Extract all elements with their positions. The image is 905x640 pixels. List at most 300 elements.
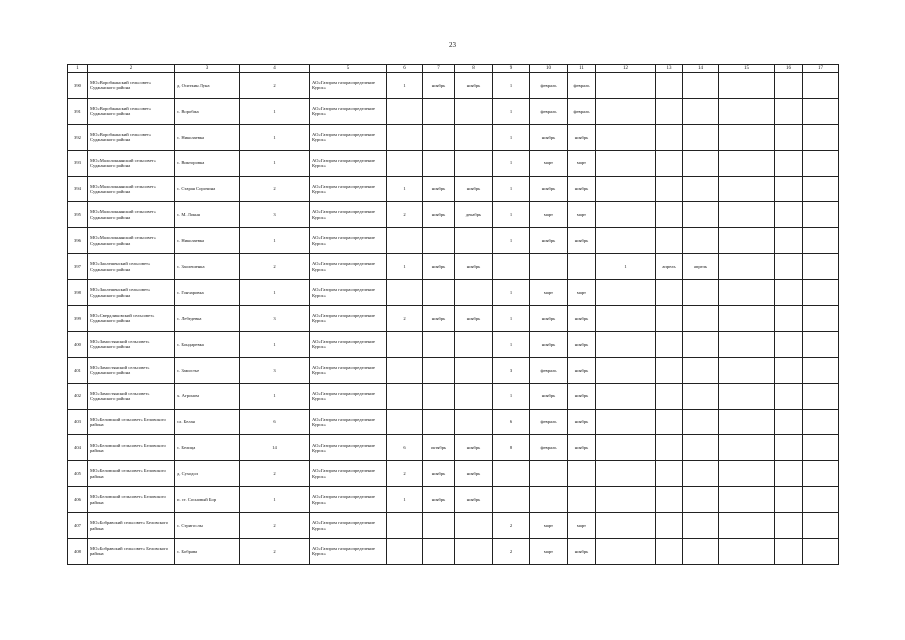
table-cell: [423, 150, 455, 176]
table-cell: МО«Замостянский сельсовет» Суджанского района: [88, 331, 175, 357]
table-cell: [656, 280, 683, 306]
table-cell: 6: [240, 409, 310, 435]
table-cell: [596, 409, 656, 435]
table-cell: [455, 280, 493, 306]
table-cell: 3: [240, 357, 310, 383]
table-cell: [803, 280, 839, 306]
table-cell: ноябрь: [530, 124, 568, 150]
table-cell: [656, 73, 683, 99]
table-cell: 2: [240, 461, 310, 487]
table-cell: [596, 539, 656, 565]
table-cell: [719, 331, 775, 357]
table-cell: АО«Газпром газораспределение Курск»: [310, 124, 387, 150]
table-cell: [719, 513, 775, 539]
table-cell: [656, 124, 683, 150]
table-cell: [596, 176, 656, 202]
table-cell: [656, 383, 683, 409]
table-cell: МО«Бобравский сельсовет» Беловского района: [88, 513, 175, 539]
table-cell: [775, 435, 803, 461]
table-cell: 393: [68, 150, 88, 176]
table-cell: с. Гончаровка: [175, 280, 240, 306]
table-cell: МО«Заолешенский сельсовет» Суджанского района: [88, 254, 175, 280]
table-cell: АО«Газпром газораспределение Курск»: [310, 331, 387, 357]
column-header: 10: [530, 65, 568, 73]
table-cell: 1: [240, 98, 310, 124]
table-cell: [656, 150, 683, 176]
table-cell: ноябрь: [455, 306, 493, 332]
table-cell: 408: [68, 539, 88, 565]
column-header: 8: [455, 65, 493, 73]
table-cell: [683, 306, 719, 332]
table-cell: [683, 150, 719, 176]
table-cell: АО«Газпром газораспределение Курск»: [310, 280, 387, 306]
table-cell: с. Стригослы: [175, 513, 240, 539]
table-cell: [493, 254, 530, 280]
table-cell: март: [568, 202, 596, 228]
table-cell: с. Белица: [175, 435, 240, 461]
table-cell: [803, 487, 839, 513]
table-cell: [387, 228, 423, 254]
table-cell: [530, 461, 568, 487]
table-cell: 398: [68, 280, 88, 306]
table-cell: [803, 150, 839, 176]
table-cell: 2: [240, 73, 310, 99]
table-cell: [803, 513, 839, 539]
table-cell: [775, 306, 803, 332]
table-cell: [775, 539, 803, 565]
table-cell: [719, 73, 775, 99]
table-cell: 1: [387, 73, 423, 99]
table-cell: ноябрь: [423, 461, 455, 487]
table-cell: 402: [68, 383, 88, 409]
table-cell: [683, 176, 719, 202]
table-cell: АО«Газпром газораспределение Курск»: [310, 202, 387, 228]
table-cell: МО«Воробжанский сельсовет» Суджанского района: [88, 124, 175, 150]
table-cell: [387, 357, 423, 383]
table-cell: [423, 357, 455, 383]
table-cell: с. Викторовка: [175, 150, 240, 176]
table-cell: ноябрь: [568, 539, 596, 565]
table-cell: [530, 487, 568, 513]
table-cell: 1: [387, 176, 423, 202]
table-cell: [775, 461, 803, 487]
table-cell: апрель: [656, 254, 683, 280]
table-cell: МО«Свердликовский сельсовет» Суджанского района: [88, 306, 175, 332]
table-cell: 6: [493, 409, 530, 435]
column-header: 2: [88, 65, 175, 73]
table-cell: 2: [387, 306, 423, 332]
table-cell: [683, 383, 719, 409]
table-row: [68, 539, 839, 565]
table-cell: [423, 409, 455, 435]
table-cell: ноябрь: [530, 331, 568, 357]
table-cell: 395: [68, 202, 88, 228]
table-cell: [596, 306, 656, 332]
table-cell: ноябрь: [568, 306, 596, 332]
table-cell: [775, 487, 803, 513]
table-cell: март: [530, 539, 568, 565]
table-cell: [656, 409, 683, 435]
table-cell: [683, 409, 719, 435]
table-cell: ноябрь: [423, 487, 455, 513]
table-cell: февраль: [530, 409, 568, 435]
table-cell: МО«Малолокнянский сельсовет» Суджанского района: [88, 228, 175, 254]
table-cell: 405: [68, 461, 88, 487]
table-cell: ноябрь: [530, 228, 568, 254]
table-cell: ноябрь: [455, 73, 493, 99]
column-header: 17: [803, 65, 839, 73]
table-cell: [775, 409, 803, 435]
table-cell: [803, 357, 839, 383]
table-cell: [387, 280, 423, 306]
table-cell: [683, 487, 719, 513]
table-cell: [775, 331, 803, 357]
table-cell: [719, 357, 775, 383]
table-cell: [596, 435, 656, 461]
table-cell: сл. Белая: [175, 409, 240, 435]
table-cell: 1: [493, 228, 530, 254]
table-cell: АО«Газпром газораспределение Курск»: [310, 513, 387, 539]
table-cell: ноябрь: [423, 306, 455, 332]
table-cell: [455, 228, 493, 254]
table-cell: март: [530, 513, 568, 539]
table-cell: 2: [493, 513, 530, 539]
table-cell: [803, 306, 839, 332]
table-cell: 404: [68, 435, 88, 461]
table-cell: [596, 124, 656, 150]
table-cell: [656, 461, 683, 487]
table-cell: [775, 383, 803, 409]
table-cell: [803, 435, 839, 461]
table-cell: [775, 280, 803, 306]
table-cell: МО«Беловский сельсовет» Беловского района: [88, 435, 175, 461]
table-cell: [719, 539, 775, 565]
table-cell: 3: [493, 357, 530, 383]
header-row: [68, 65, 839, 73]
table-cell: [568, 254, 596, 280]
table-cell: [387, 331, 423, 357]
table-cell: [719, 409, 775, 435]
table-cell: с. Николаевка: [175, 228, 240, 254]
table-cell: [719, 435, 775, 461]
table-cell: февраль: [530, 98, 568, 124]
table-cell: [423, 280, 455, 306]
table-cell: [683, 280, 719, 306]
table-cell: 2: [240, 254, 310, 280]
table-cell: [596, 202, 656, 228]
table-cell: март: [530, 280, 568, 306]
table-cell: 1: [240, 487, 310, 513]
table-cell: АО«Газпром газораспределение Курск»: [310, 98, 387, 124]
table-cell: [719, 280, 775, 306]
table-cell: АО«Газпром газораспределение Курск»: [310, 73, 387, 99]
table-cell: [455, 539, 493, 565]
table-cell: 394: [68, 176, 88, 202]
table-cell: ноябрь: [568, 383, 596, 409]
table-cell: [596, 513, 656, 539]
table-cell: ноябрь: [568, 124, 596, 150]
table-cell: 1: [493, 98, 530, 124]
table-cell: АО«Газпром газораспределение Курск»: [310, 150, 387, 176]
table-cell: [803, 383, 839, 409]
table-cell: [423, 331, 455, 357]
table-cell: [683, 228, 719, 254]
table-cell: февраль: [568, 98, 596, 124]
column-header: 4: [240, 65, 310, 73]
table-cell: ноябрь: [568, 331, 596, 357]
table-cell: 1: [240, 280, 310, 306]
table-cell: [455, 98, 493, 124]
table-row: [68, 254, 839, 280]
table-cell: [596, 461, 656, 487]
table-cell: 1: [493, 202, 530, 228]
table-cell: ноябрь: [455, 461, 493, 487]
table-cell: [596, 150, 656, 176]
table-cell: [719, 124, 775, 150]
schedule-table: [67, 64, 839, 565]
table-cell: МО«Воробжанский сельсовет» Суджанского района: [88, 73, 175, 99]
table-cell: ноябрь: [530, 306, 568, 332]
table-cell: [656, 306, 683, 332]
table-cell: 1: [493, 176, 530, 202]
table-cell: [455, 513, 493, 539]
table-cell: ноябрь: [568, 435, 596, 461]
table-body: [68, 73, 839, 565]
table-cell: [775, 202, 803, 228]
table-cell: [719, 202, 775, 228]
column-header: 9: [493, 65, 530, 73]
table-cell: март: [530, 150, 568, 176]
column-header: 1: [68, 65, 88, 73]
table-cell: МО«Малолокнянский сельсовет» Суджанского района: [88, 176, 175, 202]
table-cell: [683, 435, 719, 461]
table-cell: 2: [240, 539, 310, 565]
table-cell: 1: [493, 124, 530, 150]
table-cell: [803, 176, 839, 202]
table-cell: ноябрь: [530, 176, 568, 202]
table-row: [68, 357, 839, 383]
column-header: 6: [387, 65, 423, 73]
table-cell: 391: [68, 98, 88, 124]
table-cell: ноябрь: [423, 73, 455, 99]
table-cell: МО«Беловский сельсовет» Беловского района: [88, 487, 175, 513]
table-cell: [656, 513, 683, 539]
table-cell: [568, 461, 596, 487]
table-cell: [803, 228, 839, 254]
table-cell: МО«Малолокнянский сельсовет» Суджанского района: [88, 202, 175, 228]
column-header: 15: [719, 65, 775, 73]
table-cell: [656, 539, 683, 565]
table-cell: 1: [387, 254, 423, 280]
table-cell: МО«Малолокнянский сельсовет» Суджанского района: [88, 150, 175, 176]
table-cell: 390: [68, 73, 88, 99]
table-cell: [656, 176, 683, 202]
table-row: [68, 124, 839, 150]
table-cell: д. Суходол: [175, 461, 240, 487]
table-cell: 2: [240, 513, 310, 539]
table-cell: [775, 98, 803, 124]
table-cell: [803, 539, 839, 565]
table-cell: ноябрь: [455, 435, 493, 461]
table-cell: ноябрь: [568, 409, 596, 435]
table-cell: [683, 357, 719, 383]
table-cell: ноябрь: [455, 487, 493, 513]
table-row: [68, 228, 839, 254]
column-header: 14: [683, 65, 719, 73]
table-cell: [803, 331, 839, 357]
table-cell: [683, 202, 719, 228]
table-cell: [455, 357, 493, 383]
table-cell: д. Оситкин Луна: [175, 73, 240, 99]
table-cell: АО«Газпром газораспределение Курск»: [310, 487, 387, 513]
column-header: 12: [596, 65, 656, 73]
table-cell: ноябрь: [455, 254, 493, 280]
table-cell: с. М. Локня: [175, 202, 240, 228]
table-cell: [683, 461, 719, 487]
table-cell: [803, 73, 839, 99]
table-cell: 1: [240, 124, 310, 150]
table-cell: 1: [387, 487, 423, 513]
table-row: [68, 487, 839, 513]
table-cell: [719, 461, 775, 487]
table-cell: 1: [240, 228, 310, 254]
table-cell: [423, 98, 455, 124]
table-row: [68, 383, 839, 409]
table-cell: [775, 513, 803, 539]
table-cell: [656, 331, 683, 357]
table-cell: [656, 435, 683, 461]
table-cell: ноябрь: [423, 176, 455, 202]
table-cell: с. Замостье: [175, 357, 240, 383]
table-cell: [683, 98, 719, 124]
table-cell: 406: [68, 487, 88, 513]
table-cell: АО«Газпром газораспределение Курск»: [310, 383, 387, 409]
table-cell: апрель: [683, 254, 719, 280]
table-cell: АО«Газпром газораспределение Курск»: [310, 539, 387, 565]
table-cell: [387, 98, 423, 124]
table-cell: 2: [493, 539, 530, 565]
table-cell: МО«Заолешенский сельсовет» Суджанского района: [88, 280, 175, 306]
table-cell: 1: [240, 383, 310, 409]
table-cell: [719, 254, 775, 280]
table-cell: 2: [240, 176, 310, 202]
table-cell: МО«Беловский сельсовет» Беловского района: [88, 461, 175, 487]
table-cell: ноябрь: [423, 254, 455, 280]
table-cell: [455, 409, 493, 435]
table-row: [68, 306, 839, 332]
table-cell: 14: [240, 435, 310, 461]
table-row: [68, 202, 839, 228]
table-cell: [719, 487, 775, 513]
table-cell: [775, 176, 803, 202]
table-cell: [455, 383, 493, 409]
table-cell: ноябрь: [455, 176, 493, 202]
table-row: [68, 150, 839, 176]
table-cell: [656, 487, 683, 513]
table-cell: АО«Газпром газораспределение Курск»: [310, 228, 387, 254]
table-cell: АО«Газпром газораспределение Курск»: [310, 357, 387, 383]
table-cell: МО«Замостянский сельсовет» Суджанского района: [88, 357, 175, 383]
table-cell: 392: [68, 124, 88, 150]
table-cell: [683, 331, 719, 357]
table-cell: [387, 539, 423, 565]
table-cell: 6: [387, 435, 423, 461]
table-cell: [683, 124, 719, 150]
table-cell: [596, 331, 656, 357]
table-cell: МО«Бобравский сельсовет» Беловского района: [88, 539, 175, 565]
column-header: 13: [656, 65, 683, 73]
table-cell: МО«Беловский сельсовет» Беловского района: [88, 409, 175, 435]
table-cell: февраль: [530, 357, 568, 383]
table-row: [68, 409, 839, 435]
table-cell: АО«Газпром газораспределение Курск»: [310, 461, 387, 487]
table-cell: 1: [493, 383, 530, 409]
table-cell: 401: [68, 357, 88, 383]
column-header: 5: [310, 65, 387, 73]
table-cell: п. ст. Сосновый Бор: [175, 487, 240, 513]
table-cell: [387, 409, 423, 435]
table-cell: 1: [493, 150, 530, 176]
table-row: [68, 461, 839, 487]
table-cell: [387, 383, 423, 409]
table-cell: [803, 202, 839, 228]
table-cell: март: [568, 280, 596, 306]
table-cell: с. Бондаревка: [175, 331, 240, 357]
column-header: 11: [568, 65, 596, 73]
table-cell: [656, 98, 683, 124]
table-cell: [387, 150, 423, 176]
table-cell: 2: [387, 202, 423, 228]
table-cell: с. Лебедевка: [175, 306, 240, 332]
table-cell: 2: [387, 461, 423, 487]
table-cell: [493, 461, 530, 487]
table-cell: [656, 228, 683, 254]
table-cell: [423, 513, 455, 539]
table-cell: 397: [68, 254, 88, 280]
table-cell: [683, 73, 719, 99]
table-cell: [656, 202, 683, 228]
table-cell: [596, 357, 656, 383]
table-cell: февраль: [530, 435, 568, 461]
table-cell: [803, 124, 839, 150]
table-cell: АО«Газпром газораспределение Курск»: [310, 176, 387, 202]
table-cell: х. Агроном: [175, 383, 240, 409]
table-cell: 1: [493, 73, 530, 99]
table-cell: [387, 513, 423, 539]
table-cell: [683, 539, 719, 565]
table-cell: [719, 176, 775, 202]
table-cell: [455, 331, 493, 357]
table-cell: ноябрь: [530, 383, 568, 409]
table-row: [68, 98, 839, 124]
table-cell: МО«Замостянский сельсовет» Суджанского района: [88, 383, 175, 409]
table-row: [68, 435, 839, 461]
table-cell: 396: [68, 228, 88, 254]
table-cell: 1: [493, 280, 530, 306]
table-cell: [775, 228, 803, 254]
table-cell: ноябрь: [568, 357, 596, 383]
table-cell: 1: [493, 331, 530, 357]
table-cell: [423, 383, 455, 409]
table-cell: [719, 383, 775, 409]
table-cell: [719, 228, 775, 254]
column-header: 7: [423, 65, 455, 73]
table-cell: [530, 254, 568, 280]
table-cell: АО«Газпром газораспределение Курск»: [310, 409, 387, 435]
table-cell: с. Николаевка: [175, 124, 240, 150]
table-cell: [423, 124, 455, 150]
table-cell: [656, 357, 683, 383]
